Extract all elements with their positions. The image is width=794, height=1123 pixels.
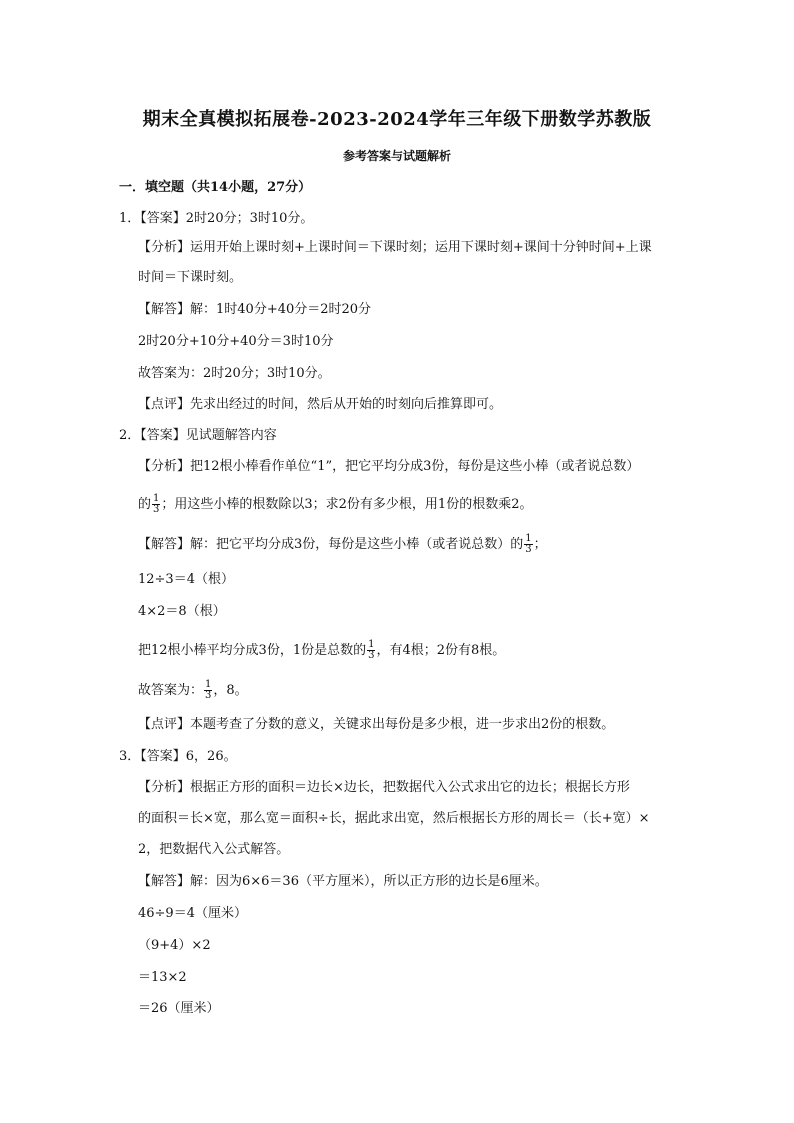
q2-solution: 【解答】解：把它平均分成3份，每份是这些小棒（或者说总数）的 $\frac{1}{3}$ ； — [138, 533, 547, 555]
fraction-one-third: $\frac{1}{3}$ — [205, 679, 212, 701]
q3-step1: 46÷9＝4（厘米） — [138, 906, 247, 921]
q1-solution: 【解答】解：1时40分+40分＝2时20分 — [138, 302, 372, 317]
q3-analysis-end: 2，把数据代入公式解答。 — [138, 842, 290, 857]
page-title: 期末全真模拟拓展卷-2023-2024学年三年级下册数学苏教版 — [142, 109, 652, 130]
q1-final: 故答案为：2时20分；3时10分。 — [138, 366, 331, 381]
page-subtitle: 参考答案与试题解析 — [342, 149, 451, 163]
fraction-one-third: $\frac{1}{3}$ — [525, 533, 532, 555]
q2-analysis-cont: 的 $\frac{1}{3}$ ；用这些小棒的根数除以3；求2份有多少根，用1份的根数乘2。 — [138, 493, 533, 515]
q2-answer: 2．【答案】见试题解答内容 — [119, 428, 277, 443]
q3-analysis-cont: 的面积＝长×宽，那么宽＝面积÷长，据此求出宽，然后根据长方形的周长＝（长+宽）× — [138, 811, 650, 826]
q2-analysis: 【分析】把12根小棒看作单位“1”，把它平均分成3份，每份是这些小棒（或者说总数） — [138, 459, 640, 474]
q1-analysis-cont: 时间＝下课时刻。 — [138, 270, 243, 285]
q3-step2: （9+4）×2 — [138, 938, 211, 953]
q3-step4: ＝26（厘米） — [138, 1001, 220, 1016]
q3-step3: ＝13×2 — [138, 970, 187, 985]
q2-step2: 4×2＝8（根） — [138, 604, 226, 619]
q3-analysis: 【分析】根据正方形的面积＝边长×边长，把数据代入公式求出它的边长；根据长方形 — [138, 780, 630, 795]
q1-analysis: 【分析】运用开始上课时刻+上课时间＝下课时刻；运用下课时刻+课间十分钟时间+上课 — [138, 240, 652, 255]
q1-step: 2时20分+10分+40分＝3时10分 — [138, 334, 334, 349]
q1-answer: 1．【答案】2时20分；3时10分。 — [119, 211, 314, 226]
q2-step3: 把12根小棒平均分成3份，1份是总数的 $\frac{1}{3}$ ，有4根；2份有8根。 — [138, 639, 506, 661]
q2-comment: 【点评】本题考查了分数的意义，关键求出每份是多少根，进一步求出2份的根数。 — [138, 717, 615, 732]
q1-comment: 【点评】先求出经过的时间，然后从开始的时刻向后推算即可。 — [138, 397, 503, 412]
q2-step1: 12÷3＝4（根） — [138, 572, 234, 587]
q2-final: 故答案为： $\frac{1}{3}$ ，8。 — [138, 679, 248, 701]
q3-solution: 【解答】解：因为6×6＝36（平方厘米），所以正方形的边长是6厘米。 — [138, 874, 548, 889]
section-heading: 一．填空题（共14小题，27分） — [119, 180, 312, 195]
fraction-one-third: $\frac{1}{3}$ — [368, 639, 375, 661]
fraction-one-third: $\frac{1}{3}$ — [153, 493, 160, 515]
q3-answer: 3．【答案】6，26。 — [119, 749, 237, 764]
